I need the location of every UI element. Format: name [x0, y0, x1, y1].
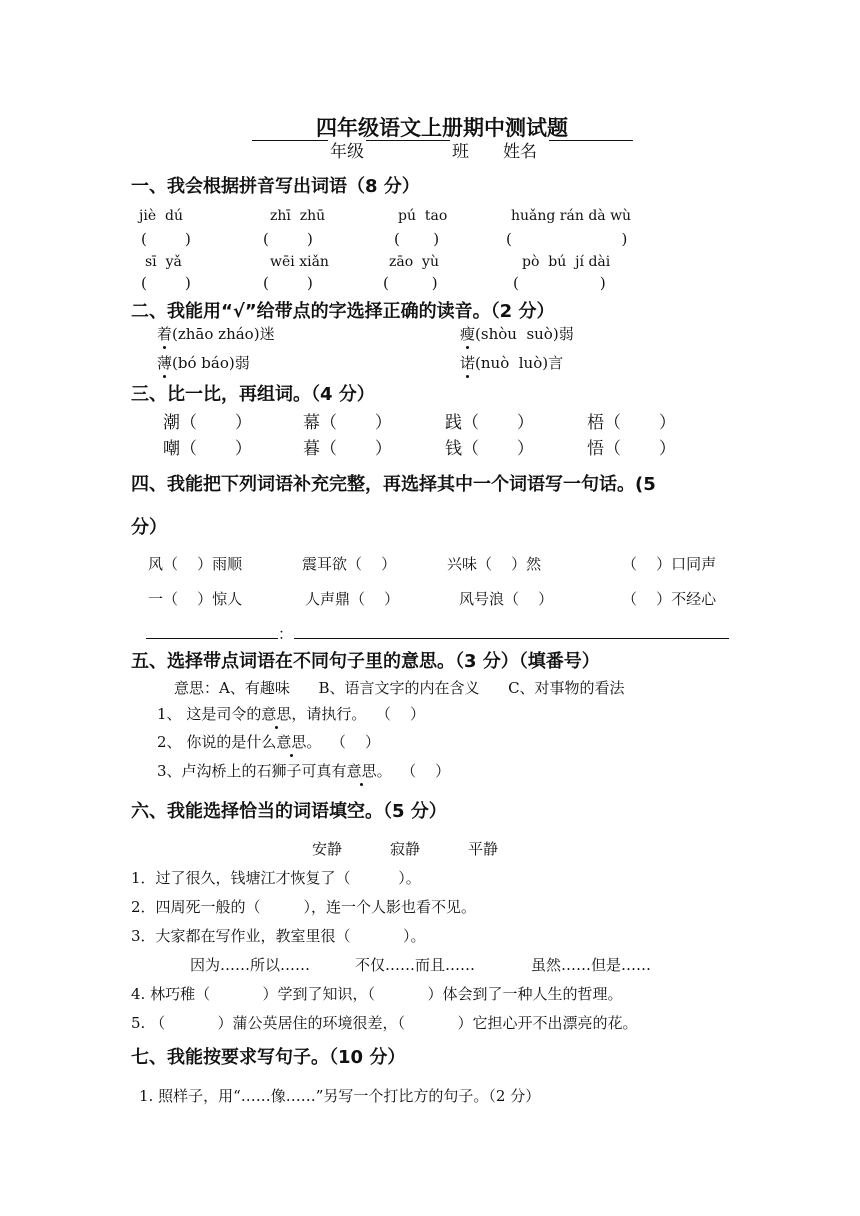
compare-char: 践（ ）	[445, 413, 534, 433]
section-2-heading: 二、我能用“√”给带点的字选择正确的读音。（2 分）	[131, 301, 555, 322]
colon: ：	[278, 625, 294, 643]
meaning-options: 意思：A、有趣味 B、语言文字的内在含义 C、对事物的看法	[174, 679, 625, 697]
compare-char: 钱（ ）	[445, 439, 534, 459]
fill-item: 4. 林巧稚（ ）学到了知识，（ ）体会到了一种人生的哲理。	[131, 985, 623, 1003]
section-4-heading: 四、我能把下列词语补充完整，再选择其中一个词语写一句话。(5	[131, 474, 656, 495]
idiom-choice-line[interactable]	[146, 638, 278, 639]
answer-blank[interactable]: ( )	[394, 230, 440, 248]
pinyin-item: pò bú jí dài	[522, 254, 611, 270]
compare-char: 幕（ ）	[303, 413, 392, 433]
section-4-heading-cont: 分）	[131, 517, 167, 538]
answer-blank[interactable]: ( )	[263, 230, 313, 248]
pinyin-item: zāo yù	[389, 254, 439, 270]
dotted-word: 意思	[276, 733, 307, 751]
section-5-heading: 五、选择带点词语在不同句子里的意思。（3 分）（填番号）	[131, 651, 600, 672]
dotted-char: 诺	[460, 354, 476, 372]
idiom-item: （ ）不经心	[622, 590, 717, 608]
page-title: 四年级语文上册期中测试题	[316, 116, 568, 140]
fill-item: 1．过了很久，钱塘江才恢复了（ ）。	[131, 869, 421, 887]
dotted-word: 意思	[261, 705, 292, 723]
meaning-item: 1、 这是司令的意思，请执行。 （ ）	[157, 705, 425, 723]
section-1-heading: 一、我会根据拼音写出词语（8 分）	[131, 176, 420, 197]
pinyin-item: huǎng rán dà wù	[511, 208, 632, 224]
fill-item: 5. （ ）蒲公英居住的环境很差，（ ）它担心开不出漂亮的花。	[131, 1014, 638, 1032]
word-choice: 不仅……而且……	[355, 956, 476, 974]
idiom-item: （ ）口同声	[622, 555, 717, 573]
name-label: 姓名	[503, 142, 537, 162]
pinyin-item: sī yǎ	[145, 254, 182, 270]
word-choice: 因为……所以……	[190, 956, 311, 974]
section-6-heading: 六、我能选择恰当的词语填空。（5 分）	[131, 801, 447, 822]
meaning-item: 2、 你说的是什么意思。 （ ）	[157, 733, 380, 751]
compare-char: 悟（ ）	[587, 439, 676, 459]
meaning-item: 3、卢沟桥上的石狮子可真有意思。 （ ）	[157, 762, 451, 780]
fill-item: 3．大家都在写作业，教室里很（ ）。	[131, 927, 426, 945]
word-choice: 寂静	[390, 840, 421, 858]
reading-item: 着(zhāo zháo)迷	[157, 325, 275, 343]
sentence-line[interactable]	[294, 638, 729, 639]
compare-char: 暮（ ）	[303, 439, 392, 459]
pinyin-item: wēi xiǎn	[270, 254, 329, 270]
answer-blank[interactable]: ( )	[141, 274, 191, 292]
word-choice: 平静	[468, 840, 499, 858]
class-label: 班	[452, 142, 469, 162]
answer-blank[interactable]: ( )	[506, 230, 628, 248]
word-choice: 安静	[312, 840, 343, 858]
idiom-item: 震耳欲（ ）	[302, 555, 397, 573]
idiom-item: 风（ ）雨顺	[148, 555, 243, 573]
pinyin-item: jiè dú	[139, 208, 183, 224]
idiom-item: 风号浪（ ）	[459, 590, 554, 608]
idiom-item: 兴味（ ）然	[447, 555, 542, 573]
word-choice: 虽然……但是……	[531, 956, 652, 974]
fill-item: 2．四周死一般的（ ），连一个人影也看不见。	[131, 898, 476, 916]
idiom-item: 人声鼎（ ）	[305, 590, 400, 608]
section-3-heading: 三、比一比，再组词。（4 分）	[131, 384, 375, 405]
reading-item: 薄(bó báo)弱	[157, 354, 250, 372]
name-blank	[549, 140, 633, 141]
answer-blank[interactable]: ( )	[141, 230, 191, 248]
sentence-task: 1. 照样子，用“……像……”另写一个打比方的句子。（2 分）	[139, 1087, 541, 1105]
compare-char: 梧（ ）	[587, 413, 676, 433]
class-blank	[366, 140, 450, 141]
grade-blank	[252, 140, 328, 141]
answer-blank[interactable]: ( )	[263, 274, 313, 292]
pinyin-item: zhī zhū	[270, 208, 326, 224]
pinyin-item: pú tao	[398, 208, 448, 224]
grade-label: 年级	[330, 142, 364, 162]
answer-blank[interactable]: ( )	[383, 274, 438, 292]
compare-char: 潮（ ）	[163, 413, 252, 433]
section-7-heading: 七、我能按要求写句子。（10 分）	[131, 1047, 406, 1068]
answer-blank[interactable]: ( )	[513, 274, 606, 292]
dotted-char: 瘦	[460, 325, 476, 343]
dotted-char: 着	[157, 325, 173, 343]
reading-item: 诺(nuò luò)言	[460, 354, 564, 372]
dotted-word: 意思	[346, 762, 377, 780]
dotted-char: 薄	[157, 354, 173, 372]
reading-item: 瘦(shòu suò)弱	[460, 325, 574, 343]
compare-char: 嘲（ ）	[163, 439, 252, 459]
idiom-item: 一（ ）惊人	[148, 590, 243, 608]
